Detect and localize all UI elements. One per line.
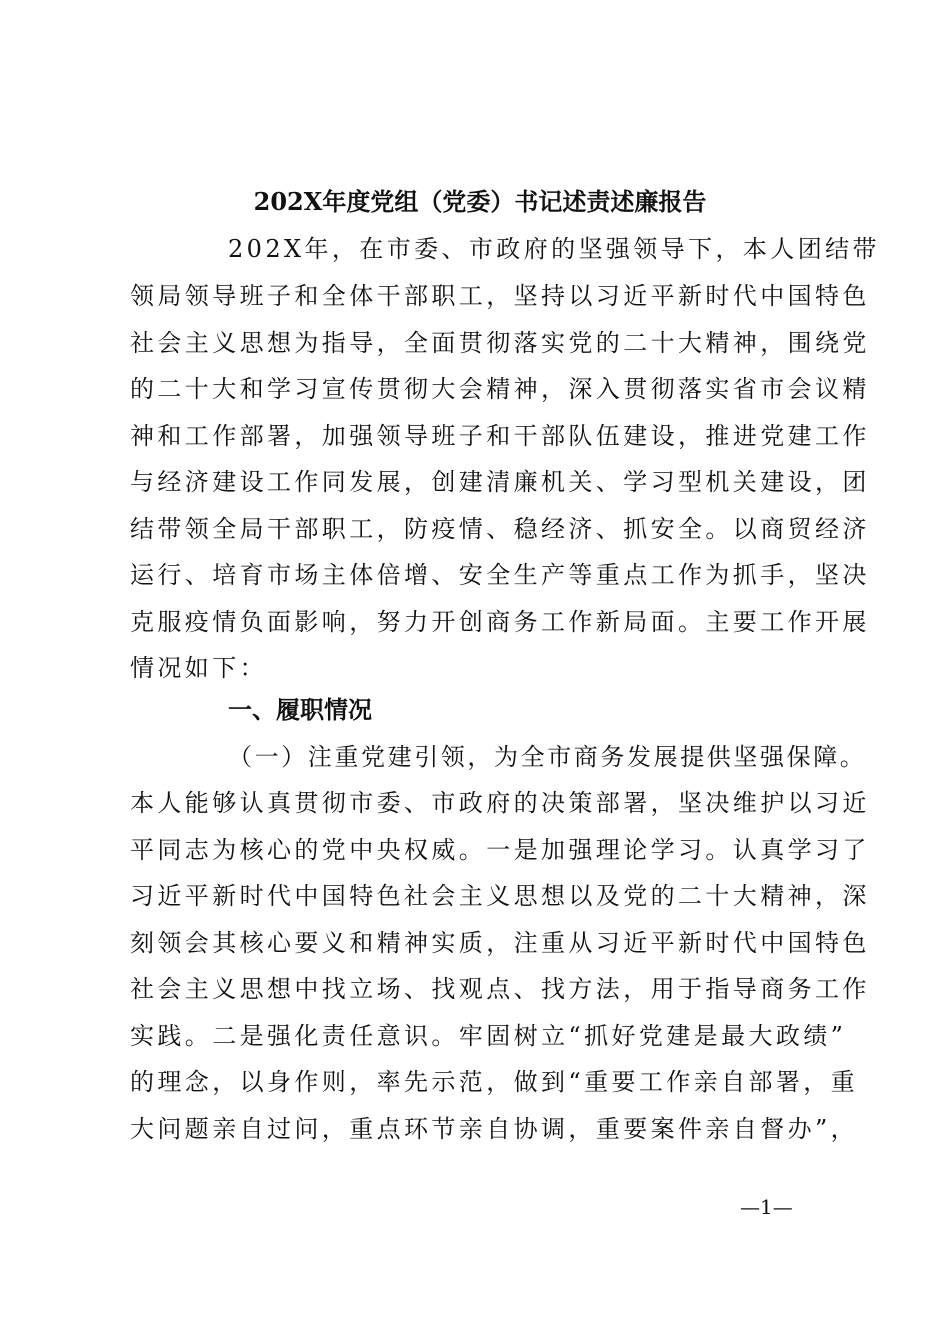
body-line: 社会主义思想中找立场、找观点、找方法，用于指导商务工作 bbox=[130, 975, 870, 1003]
page-number: —1— bbox=[740, 1195, 793, 1219]
body-line: 的理念，以身作则，率先示范，做到“重要工作亲自部署，重 bbox=[130, 1068, 859, 1096]
body-line: 大问题亲自过问，重点环节亲自协调，重要案件亲自督办”， bbox=[130, 1115, 859, 1143]
section-heading: 一、履职情况 bbox=[228, 696, 372, 724]
body-line: 平同志为核心的党中央权威。一是加强理论学习。认真学习了 bbox=[130, 836, 870, 864]
intro-line: 神和工作部署，加强领导班子和干部队伍建设，推进党建工作 bbox=[130, 422, 870, 450]
intro-line: 的二十大和学习宣传贯彻大会精神，深入贯彻落实省市会议精 bbox=[130, 375, 870, 403]
intro-line: 社会主义思想为指导，全面贯彻落实党的二十大精神，围绕党 bbox=[130, 329, 870, 357]
intro-line: 与经济建设工作同发展，创建清廉机关、学习型机关建设，团 bbox=[130, 468, 870, 496]
intro-line: 运行、培育市场主体倍增、安全生产等重点工作为抓手，坚决 bbox=[130, 561, 870, 589]
document-title: 202X年度党组（党委）书记述责述廉报告 bbox=[253, 187, 707, 216]
body-line: 刻领会其核心要义和精神实质，注重从习近平新时代中国特色 bbox=[130, 929, 870, 957]
intro-line: 克服疫情负面影响，努力开创商务工作新局面。主要工作开展 bbox=[130, 608, 870, 636]
body-line: 习近平新时代中国特色社会主义思想以及党的二十大精神，深 bbox=[130, 882, 870, 910]
body-line: 本人能够认真贯彻市委、市政府的决策部署，坚决维护以习近 bbox=[130, 789, 870, 817]
subsection-heading-line: （一）注重党建引领，为全市商务发展提供坚强保障。 bbox=[228, 743, 867, 771]
intro-line: 领局领导班子和全体干部职工，坚持以习近平新时代中国特色 bbox=[130, 282, 870, 310]
intro-line: 结带领全局干部职工，防疫情、稳经济、抓安全。以商贸经济 bbox=[130, 515, 870, 543]
body-line: 实践。二是强化责任意识。牢固树立“抓好党建是最大政绩” bbox=[130, 1022, 847, 1050]
intro-line: 情况如下： bbox=[130, 654, 267, 682]
intro-line: 202X年，在市委、市政府的坚强领导下，本人团结带 bbox=[228, 235, 880, 263]
